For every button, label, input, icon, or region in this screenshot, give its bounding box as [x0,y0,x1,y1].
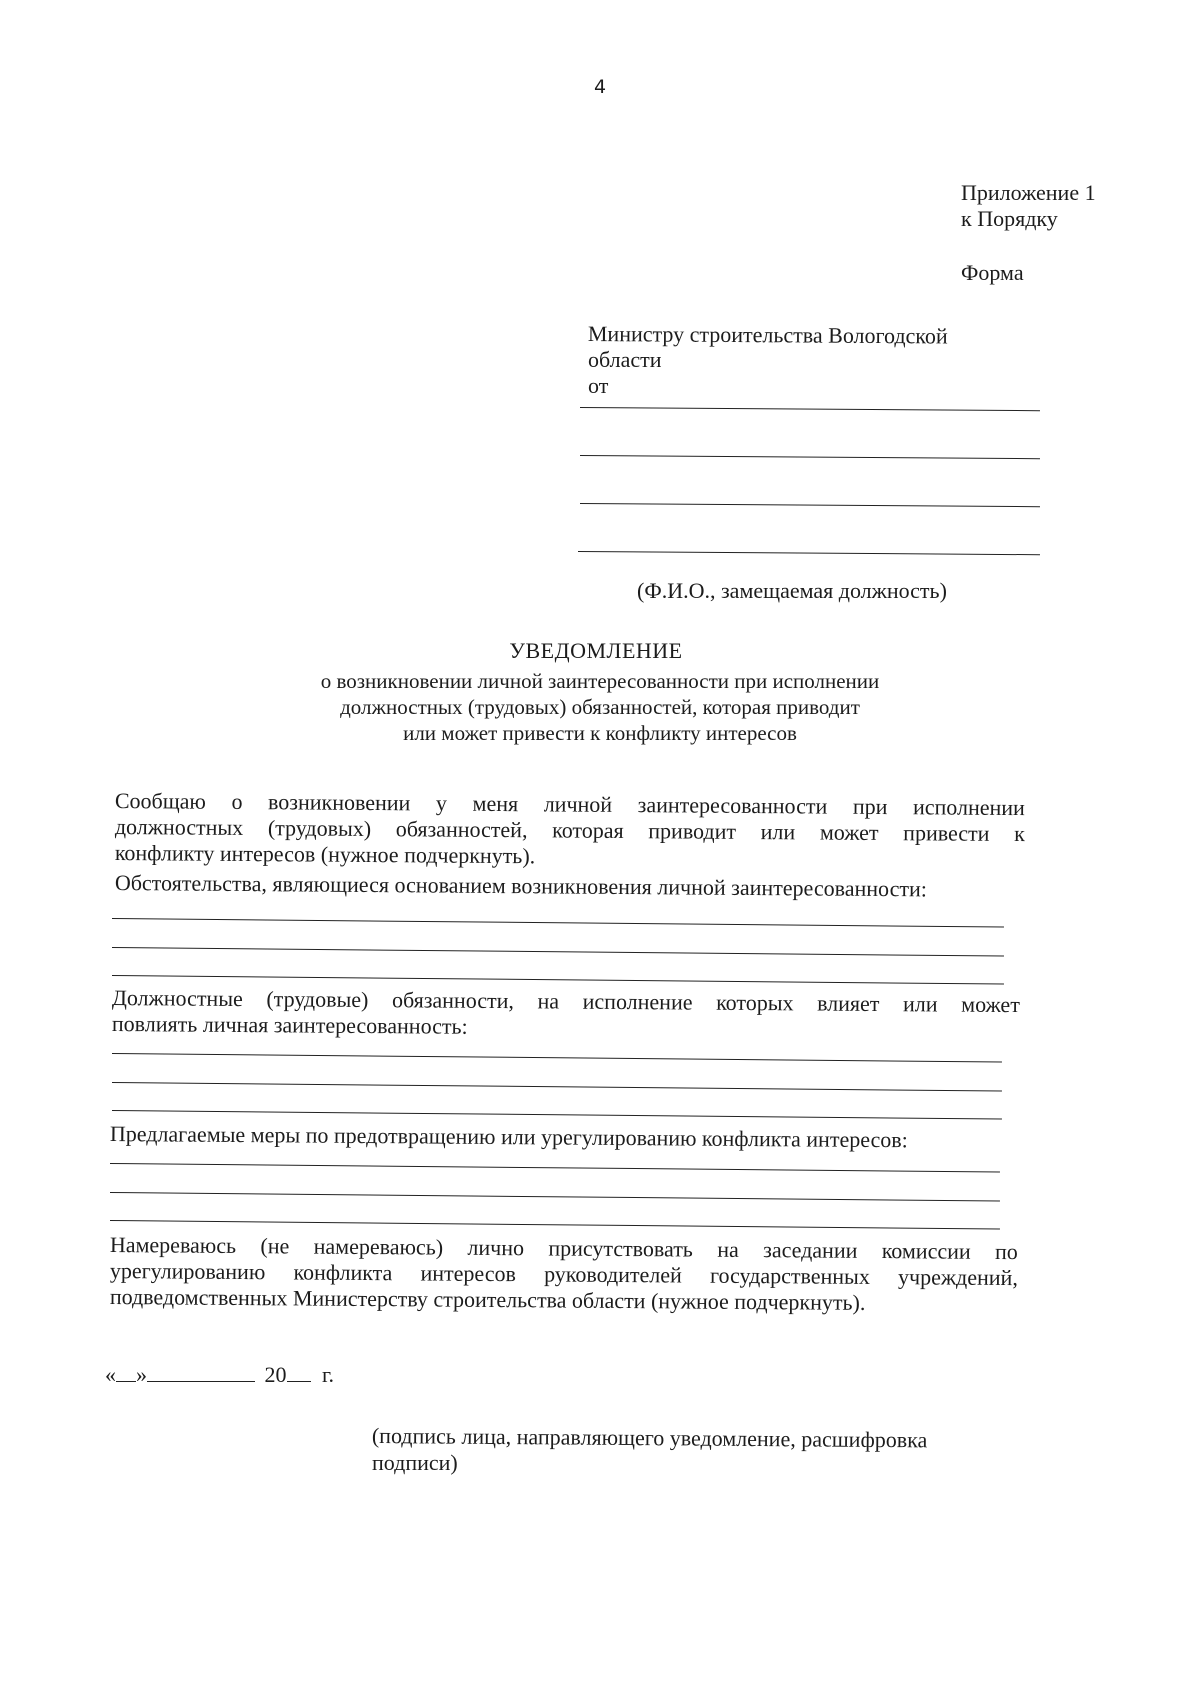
date-year-prefix: 20 [264,1362,287,1387]
date-month-blank [147,1363,255,1382]
circumstances-fill-line [112,918,1004,928]
title-subline-3: или может привести к конфликту интересов [403,721,797,745]
signature-caption-line-1: (подпись лица, направляющего уведомление, расшифровка [371,1423,928,1453]
duties-label-line-1: Должностные (трудовые) обязанности, на исполнение которых влияет или может [111,985,1020,1018]
duties-fill-line [112,1053,1002,1063]
signature-caption-line-2: подписи) [372,1450,458,1475]
date-line [105,1362,365,1392]
date-open-quote: « [105,1362,116,1387]
duties-label-line-2: повлиять личная заинтересованность: [111,1011,468,1039]
date-year-blank [287,1363,311,1382]
form-label: Форма [961,260,1024,285]
addressee-fill-line [580,407,1040,411]
circumstances-label: Обстоятельства, являющиеся основанием возникновения личной заинтересованности: [114,870,927,902]
date-close-quote: » [136,1362,147,1387]
intent-line-2: урегулированию конфликта интересов руководителей государственных учреждений, [109,1258,1018,1291]
intent-line-1: Намереваюсь (не намереваюсь) лично присутствовать на заседании комиссии по [109,1232,1018,1265]
title-subline-2: должностных (трудовых) обязанностей, которая приводит [340,695,860,719]
date-year-suffix: г. [322,1362,335,1387]
addressee-line-2: области [588,347,662,372]
intent-line-3: подведомственных Министерству строительства области (нужное подчеркнуть). [109,1284,866,1315]
addressee-caption: (Ф.И.О., замещаемая должность) [637,578,947,603]
addressee-fill-line [580,455,1040,459]
notice-paragraph-line-1: Сообщаю о возникновении у меня личной заинтересованности при исполнении [114,788,1025,821]
measures-fill-line [110,1192,1000,1202]
addressee-line-1: Министру строительства Вологодской [587,321,948,349]
addressee-fill-line [578,551,1040,555]
appendix-line-2: к Порядку [961,206,1058,231]
notice-paragraph-line-3: конфликту интересов (нужное подчеркнуть). [114,840,536,869]
measures-fill-line [110,1163,1000,1173]
duties-fill-line [112,1110,1002,1120]
addressee-from: от [588,373,609,398]
circumstances-fill-line [112,975,1004,985]
addressee-fill-line [580,503,1040,507]
notice-paragraph-line-2: должностных (трудовых) обязанностей, которая приводит или может привести к [114,814,1025,847]
duties-fill-line [112,1082,1002,1092]
circumstances-fill-line [112,947,1004,957]
title-subline-1: о возникновении личной заинтересованности при исполнении [320,669,880,693]
date-day-blank [116,1363,136,1382]
measures-fill-line [110,1220,1000,1230]
measures-label: Предлагаемые меры по предотвращению или урегулированию конфликта интересов: [109,1121,908,1153]
appendix-line-1: Приложение 1 [961,180,1096,205]
page-number: 4 [593,76,607,98]
document-title: УВЕДОМЛЕНИЕ [509,638,683,663]
